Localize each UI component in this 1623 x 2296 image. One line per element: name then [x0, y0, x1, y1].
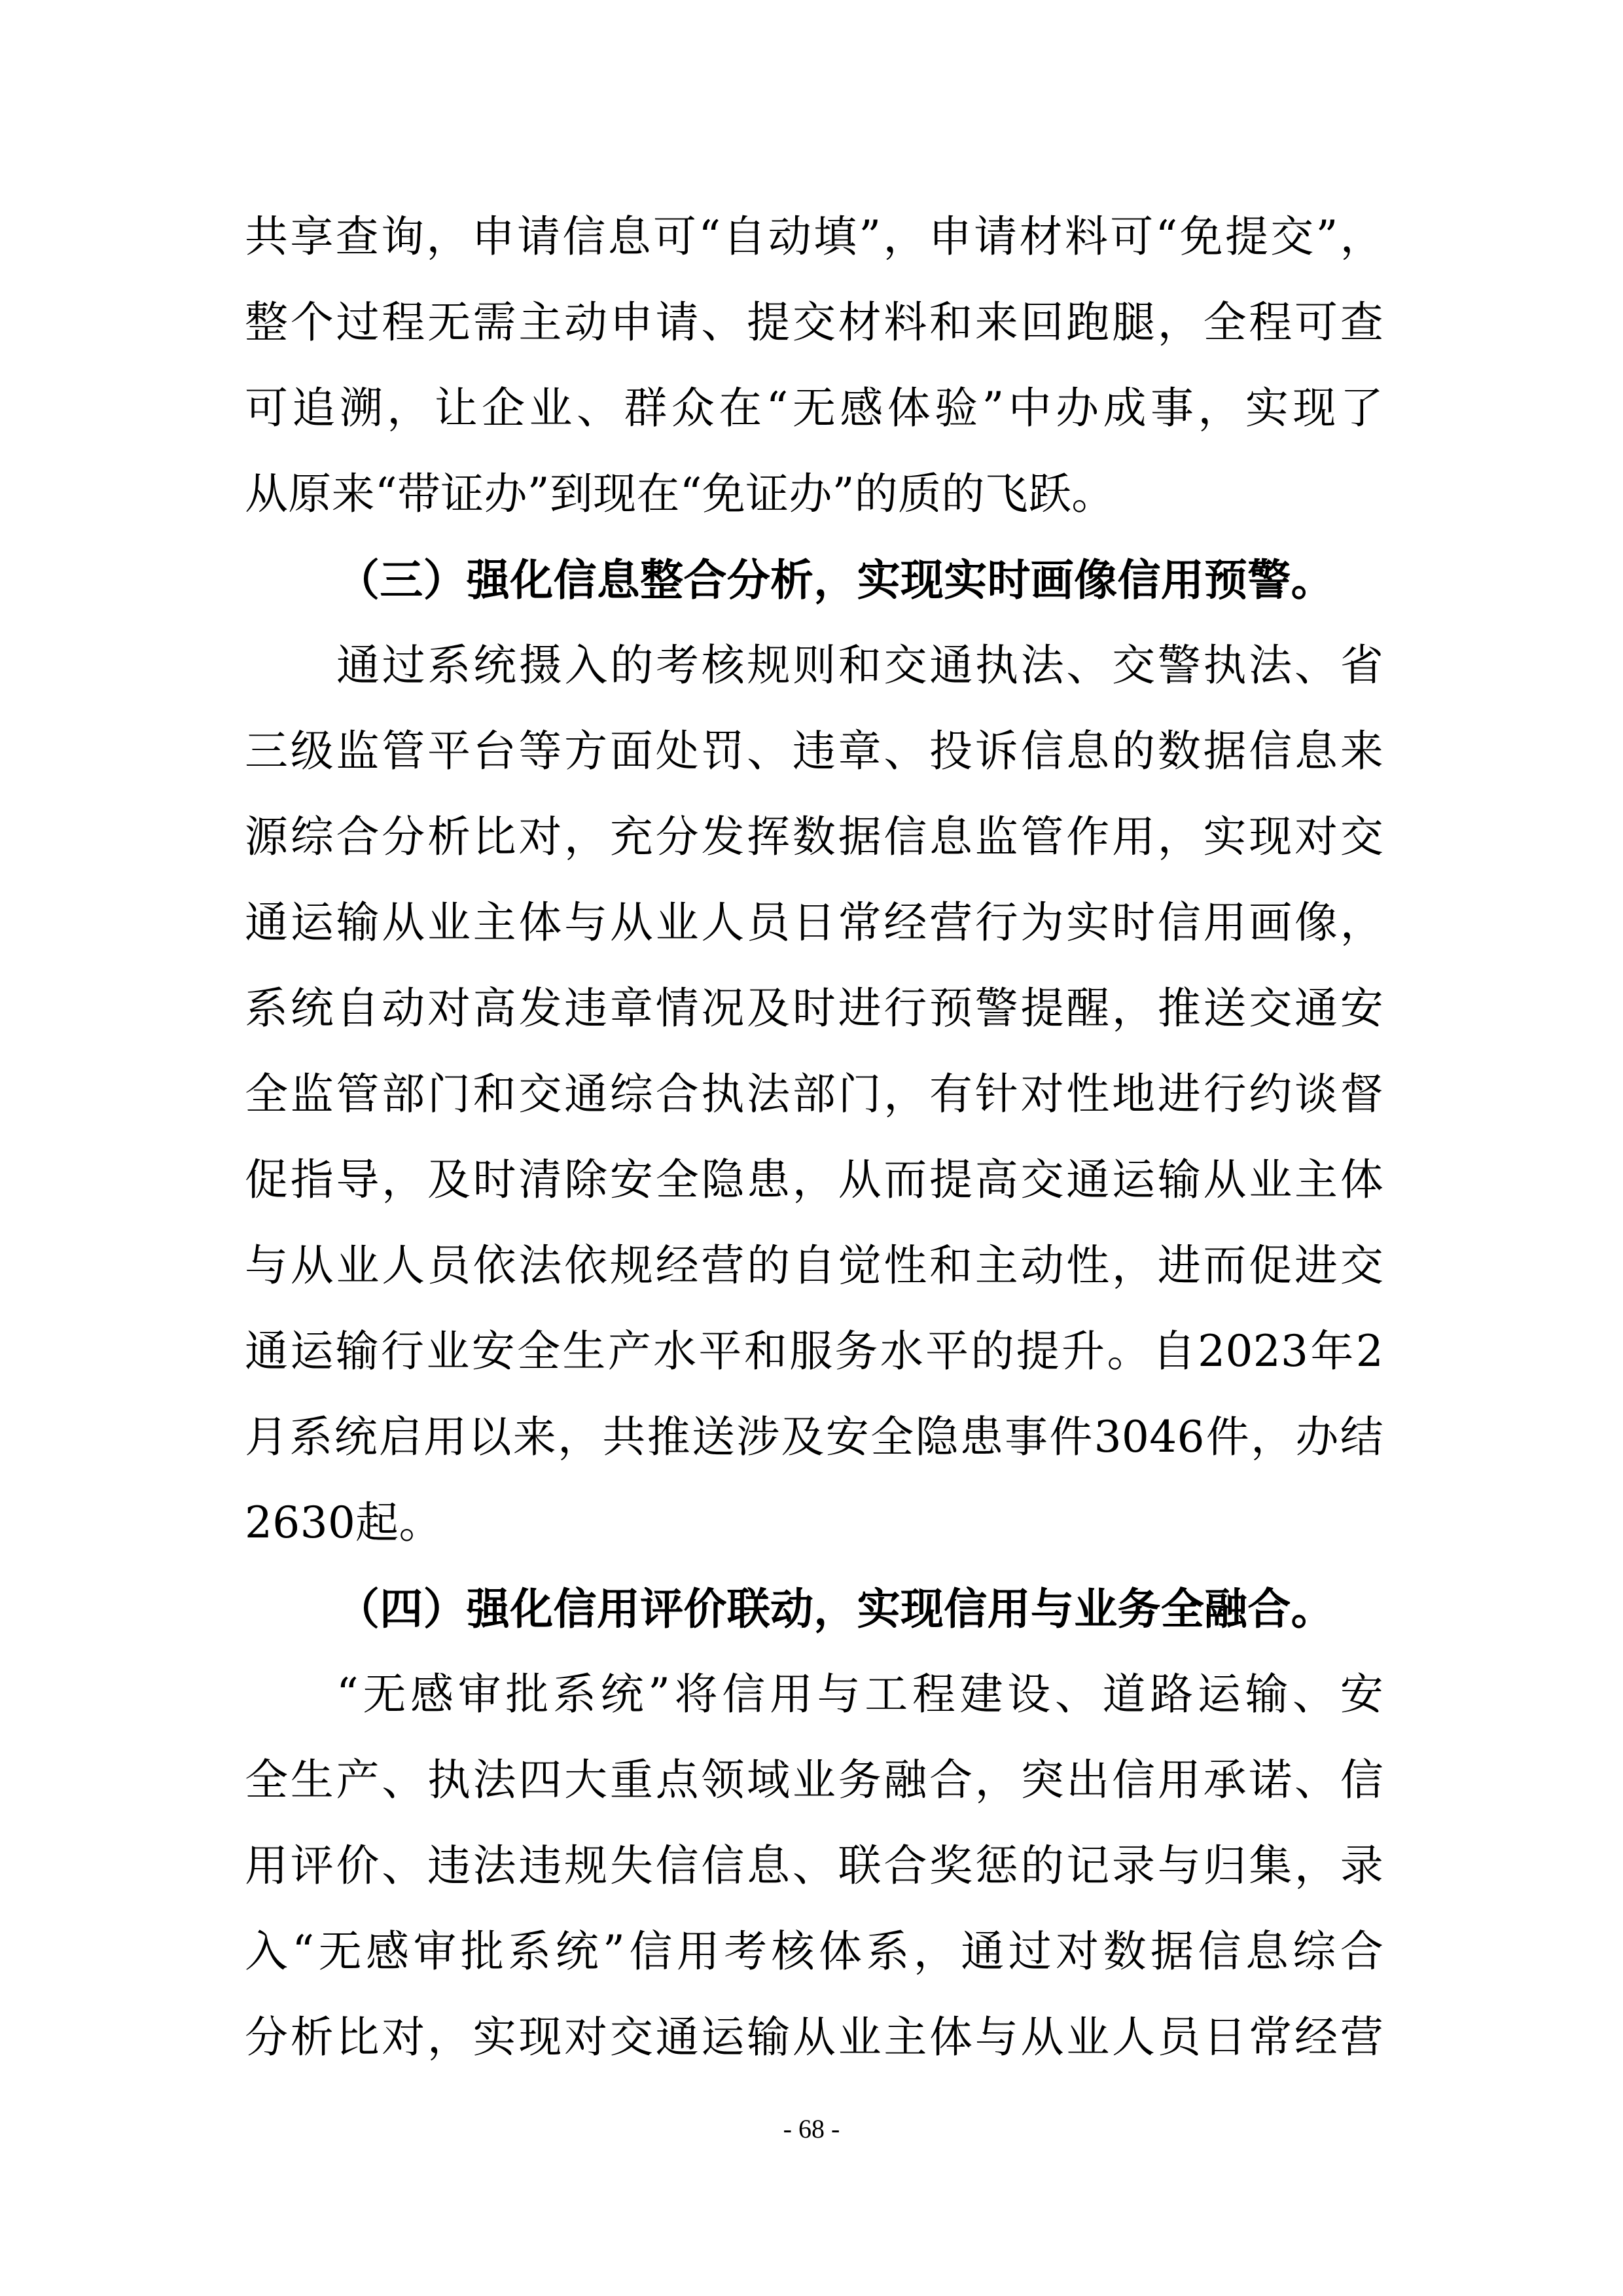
paragraph-line: 与从业人员依法依规经营的自觉性和主动性，进而促进交 — [245, 1240, 1383, 1291]
paragraph-line: 共享查询，申请信息可“自动填”，申请材料可“免提交”， — [245, 211, 1383, 262]
paragraph-line: 分析比对，实现对交通运输从业主体与从业人员日常经营 — [245, 2012, 1383, 2062]
paragraph-line: 通过系统摄入的考核规则和交通执法、交警执法、省 — [336, 640, 1383, 691]
paragraph-line: “无感审批系统”将信用与工程建设、道路运输、安 — [336, 1669, 1383, 1719]
page-number: - 68 - — [783, 2114, 840, 2144]
paragraph-line: 通运输行业安全生产水平和服务水平的提升。自2023年2 — [245, 1326, 1383, 1376]
paragraph-line: 整个过程无需主动申请、提交材料和来回跑腿，全程可查 — [245, 297, 1383, 348]
paragraph-line: 三级监管平台等方面处罚、违章、投诉信息的数据信息来 — [245, 726, 1383, 776]
section-heading-4: （四）强化信用评价联动，实现信用与业务全融合。 — [336, 1583, 1334, 1634]
paragraph-line: 用评价、违法违规失信信息、联合奖惩的记录与归集，录 — [245, 1840, 1383, 1891]
paragraph-line: 源综合分析比对，充分发挥数据信息监管作用，实现对交 — [245, 812, 1383, 862]
paragraph-line: 全生产、执法四大重点领域业务融合，突出信用承诺、信 — [245, 1755, 1383, 1805]
paragraph-line: 可追溯，让企业、群众在“无感体验”中办成事，实现了 — [245, 383, 1383, 433]
paragraph-line: 通运输从业主体与从业人员日常经营行为实时信用画像， — [245, 897, 1383, 948]
paragraph-line: 从原来“带证办”到现在“免证办”的质的飞跃。 — [245, 469, 1115, 519]
paragraph-line: 系统自动对高发违章情况及时进行预警提醒，推送交通安 — [245, 983, 1383, 1033]
paragraph-line: 入“无感审批系统”信用考核体系，通过对数据信息综合 — [245, 1926, 1383, 1977]
paragraph-line: 2630起。 — [245, 1498, 442, 1548]
section-heading-3: （三）强化信息整合分析，实现实时画像信用预警。 — [336, 554, 1334, 605]
paragraph-line: 全监管部门和交通综合执法部门，有针对性地进行约谈督 — [245, 1069, 1383, 1119]
paragraph-line: 月系统启用以来，共推送涉及安全隐患事件3046件，办结 — [245, 1412, 1383, 1462]
paragraph-line: 促指导，及时清除安全隐患，从而提高交通运输从业主体 — [245, 1155, 1383, 1205]
